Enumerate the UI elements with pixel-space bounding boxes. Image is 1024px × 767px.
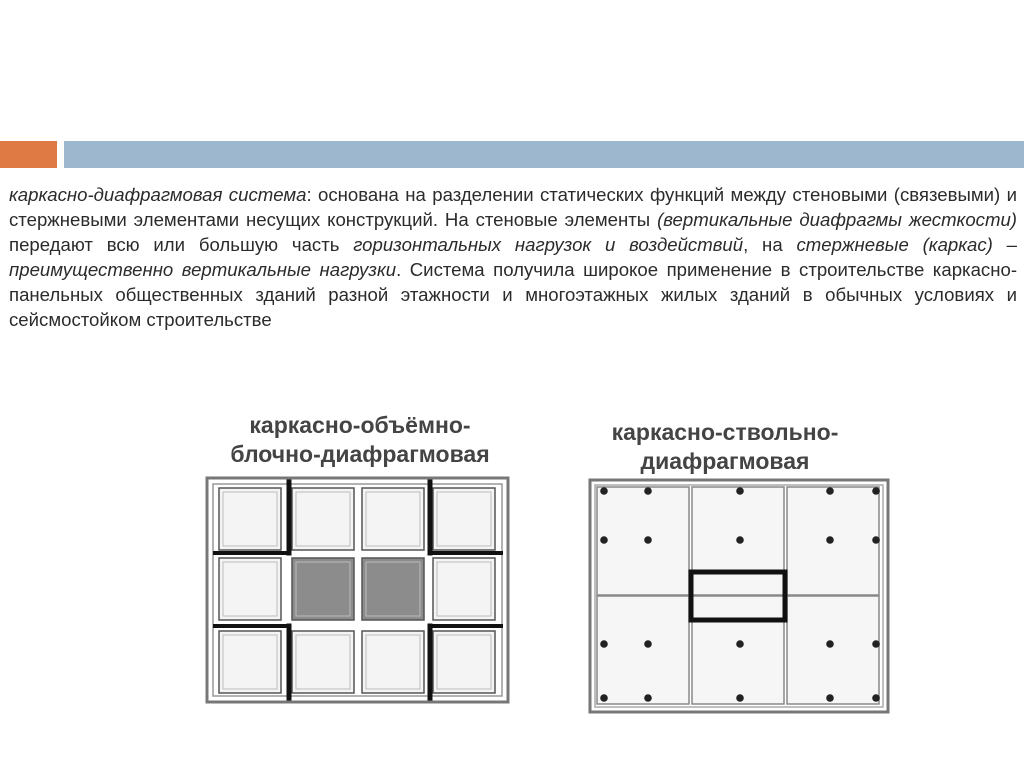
figure-right-title: [575, 418, 875, 476]
italic-phrase-2: горизонтальных нагрузок и воздействий: [353, 234, 744, 255]
column-dot: [736, 487, 744, 495]
frame-cell: [597, 487, 689, 595]
term-colon: :: [306, 184, 312, 205]
body-paragraph: [9, 182, 1017, 332]
column-dot: [826, 487, 834, 495]
frame-cell: [292, 631, 354, 693]
column-dot: [600, 487, 608, 495]
frame-cell: [219, 631, 281, 693]
frame-cell: [219, 558, 281, 620]
frame-cell: [597, 596, 689, 704]
frame-cell: [292, 488, 354, 550]
column-dot: [826, 694, 834, 702]
cell-grid: [219, 488, 495, 693]
figure-left-title-line1: каркасно-объёмно-: [249, 412, 471, 438]
column-dot: [736, 536, 744, 544]
volume-block: [292, 558, 354, 620]
column-dot: [600, 640, 608, 648]
term: каркасно-диафрагмовая система: [9, 184, 307, 205]
text-part-3: , на: [743, 234, 797, 255]
figure-left-title: [195, 411, 525, 469]
frame-cell: [433, 488, 495, 550]
text-part-1: основана на разделении статических функций между стеновыми (связевыми) и стержневыми элементами несущих конструкций. На стеновые элементы: [9, 184, 1018, 230]
text-part-2: передают всю или большую часть: [9, 234, 354, 255]
column-dot: [872, 640, 880, 648]
figure-right-diagram: [588, 478, 890, 714]
cell-grid: [597, 487, 879, 704]
column-dot: [644, 487, 652, 495]
frame-cell: [362, 631, 424, 693]
frame-cell: [433, 558, 495, 620]
column-dot: [826, 536, 834, 544]
column-dot: [826, 640, 834, 648]
italic-phrase-3: стержневые (каркас) – преимущественно вертикальные нагрузки: [9, 234, 1017, 280]
column-dot: [736, 640, 744, 648]
column-dot: [600, 536, 608, 544]
column-dot: [872, 694, 880, 702]
column-dot: [600, 694, 608, 702]
figure-right-title-line2: диафрагмовая: [640, 448, 810, 474]
column-dot: [644, 694, 652, 702]
figure-right-title-line1: каркасно-ствольно-: [611, 419, 839, 445]
figure-left-title-line2: блочно-диафрагмовая: [230, 441, 490, 467]
frame-cell: [433, 631, 495, 693]
column-dot: [644, 536, 652, 544]
text-part-4: . Система получила широкое применение в строительстве каркасно-панельных общественных зданий разной этажности и многоэтажных жилых зданий в обычных условиях и сейсмостойком строительстве: [9, 259, 1018, 330]
frame-cell: [787, 596, 879, 704]
volume-block: [362, 558, 424, 620]
header-bar: [64, 141, 1024, 168]
figure-left-diagram: [205, 476, 510, 704]
header-accent-bar: [0, 141, 57, 168]
frame-cell: [692, 596, 784, 704]
column-dot: [644, 640, 652, 648]
frame-cell: [219, 488, 281, 550]
column-dot: [736, 694, 744, 702]
frame-cell: [362, 488, 424, 550]
column-dot: [872, 487, 880, 495]
italic-phrase-1: (вертикальные диафрагмы жесткости): [657, 209, 1018, 230]
column-dot: [872, 536, 880, 544]
